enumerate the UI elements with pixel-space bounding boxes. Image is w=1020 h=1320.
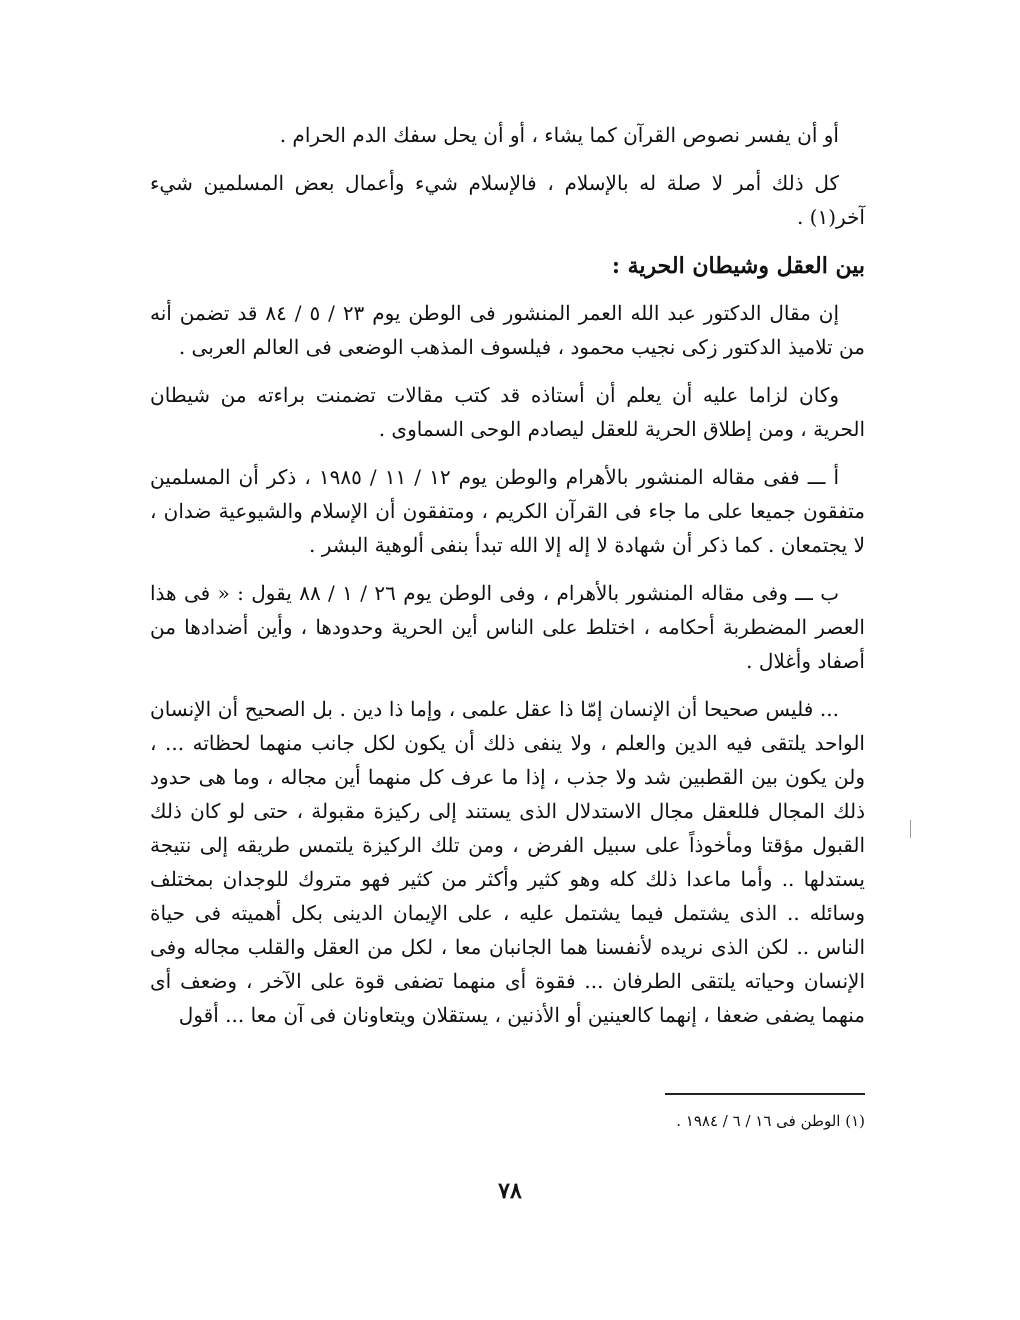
paragraph-6: ب ـــ وفى مقاله المنشور بالأهرام ، وفى الوطن يوم ٢٦ / ١ / ٨٨ يقول : « فى هذا العصر المضطربة أحكامه ، اختلط على الناس أين الحرية وحدودها ، وأين أضدادها من أصفاد وأغلال . xyxy=(150,581,865,673)
paragraph-5: أ ـــ ففى مقاله المنشور بالأهرام والوطن يوم ١٢ / ١١ / ١٩٨٥ ، ذكر أن المسلمين متفقون جميعا على ما جاء فى القرآن الكريم ، ومتفقون أن الإسلام والشيوعية ضدان ، لا يجتمعان . كما ذكر أن شهادة لا إله إلا الله تبدأ بنفى ألوهية البشر . xyxy=(150,465,865,557)
paragraph-4: وكان لزاما عليه أن يعلم أن أستاذه قد كتب مقالات تضمنت براءته من شيطان الحرية ، ومن إطلاق الحرية للعقل ليصادم الوحى السماوى . xyxy=(150,383,865,441)
paragraph-3: إن مقال الدكتور عبد الله العمر المنشور فى الوطن يوم ٢٣ / ٥ / ٨٤ قد تضمن أنه من تلاميذ الدكتور زكى نجيب محمود ، فيلسوف المذهب الوضعى فى العالم العربى . xyxy=(150,301,865,359)
footnote-divider xyxy=(665,1093,865,1095)
page-number: ٧٨ xyxy=(498,1178,522,1204)
footnote: (١) الوطن فى ١٦ / ٦ / ١٩٨٤ . xyxy=(676,1112,865,1130)
margin-mark xyxy=(910,820,911,838)
paragraph-1: أو أن يفسر نصوص القرآن كما يشاء ، أو أن يحل سفك الدم الحرام . xyxy=(279,123,839,147)
paragraph-2: كل ذلك أمر لا صلة له بالإسلام ، فالإسلام شيء وأعمال بعض المسلمين شيء آخر(١) . xyxy=(150,171,865,229)
page-body xyxy=(150,118,865,1046)
paragraph-7: ... فليس صحيحا أن الإنسان إمّا ذا عقل علمى ، وإما ذا دين . بل الصحيح أن الإنسان الواحد يلتقى فيه الدين والعلم ، ولا ينفى ذلك أن يكون لكل جانب منهما لحظاته ... ، ولن يكون بين القطبين شد ولا جذب ، إذا ما عرف كل منهما أين مجاله ، وما هى حدود ذلك المجال فللعقل مجال الاستدلال الذى يستند إلى ركيزة مقبولة ، حتى لو كان ذلك القبول مؤقتا ومأخوذاً على سبيل الفرض ، ومن تلك الركيزة يلتمس طريقه إلى نتيجة يستدلها .. وأما ماعدا ذلك كله وهو كثير وأكثر من كثير فهو متروك للوجدان بمختلف وسائله .. الذى يشتمل فيما يشتمل عليه ، على الإيمان الدينى بكل أهميته فى حياة الناس .. لكن الذى نريده لأنفسنا هما الجانبان معا ، لكل من العقل والقلب مجاله وفى الإنسان وحياته يلتقى الطرفان ... فقوة أى منهما تضفى قوة على الآخر ، وضعف أى منهما يضفى ضعفا ، إنهما كالعينين أو الأذنين ، يستقلان ويتعاونان فى آن معا ... أقول xyxy=(150,697,865,1027)
section-heading: بين العقل وشيطان الحرية : xyxy=(611,253,865,279)
